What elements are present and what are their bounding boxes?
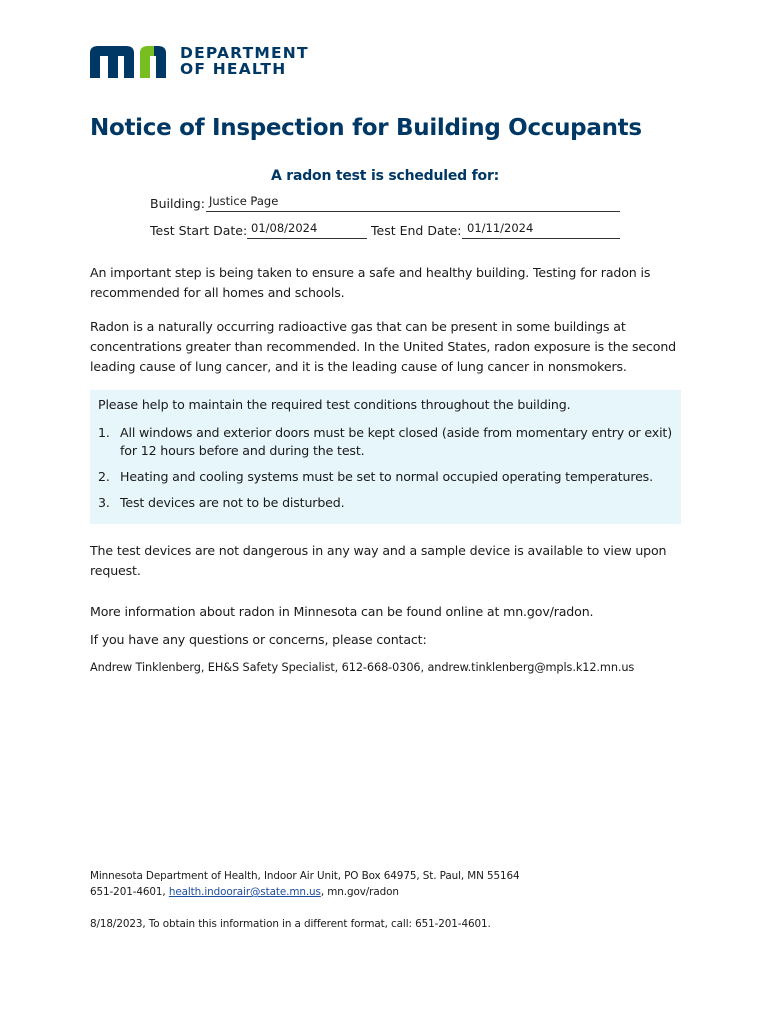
- footer-contact-line: [90, 884, 520, 900]
- more-info-paragraph: More information about radon in Minnesota can be found online at mn.gov/radon.: [90, 604, 594, 619]
- radon-paragraph: Radon is a naturally occurring radioactive gas that can be present in some buildings at concentrations greater than recommended. In the United States, radon exposure is the second leading cause of lung cancer, and it is the leading cause of lung cancer in nonsmokers.: [90, 319, 677, 374]
- footer-revision: 8/18/2023, To obtain this information in a different format, call: 651-201-4601.: [90, 918, 491, 930]
- list-item: [90, 494, 681, 512]
- logo-line-2: OF HEALTH: [180, 60, 287, 78]
- building-label: Building:: [150, 196, 205, 211]
- start-date-label: Test Start Date:: [150, 223, 248, 238]
- start-date-line: [247, 238, 367, 239]
- end-date-line: [462, 238, 620, 239]
- list-item: [90, 424, 681, 460]
- list-text: All windows and exterior doors must be kept closed (aside from momentary entry or exit) for 12 hours before and during the test.: [120, 425, 672, 458]
- contact-line: Andrew Tinklenberg, EH&S Safety Specialist, 612-668-0306, andrew.tinklenberg@mpls.k12.mn.us: [90, 661, 635, 674]
- footer-email-link[interactable]: health.indoorair@state.mn.us: [168, 886, 321, 898]
- callout-intro: Please help to maintain the required test conditions throughout the building.: [98, 397, 571, 412]
- questions-paragraph: If you have any questions or concerns, please contact:: [90, 632, 427, 647]
- page-title: Notice of Inspection for Building Occupants: [90, 115, 642, 141]
- test-conditions-callout: [90, 390, 681, 524]
- subtitle: A radon test is scheduled for:: [270, 168, 500, 184]
- footer-address: [90, 868, 520, 900]
- footer-address-line: Minnesota Department of Health, Indoor Air Unit, PO Box 64975, St. Paul, MN 55164: [90, 870, 520, 882]
- list-item: [90, 468, 681, 486]
- mdh-logo: [90, 45, 330, 79]
- end-date-label: Test End Date:: [371, 223, 462, 238]
- end-date-value[interactable]: 01/11/2024: [467, 221, 534, 235]
- logo-line-1: DEPARTMENT: [180, 44, 309, 62]
- intro-paragraph: An important step is being taken to ensure a safe and healthy building. Testing for radon is recommended for all homes and schools.: [90, 265, 651, 300]
- safety-paragraph: The test devices are not dangerous in any way and a sample device is available to view upon request.: [90, 543, 667, 578]
- mn-logo-icon: [90, 46, 174, 78]
- start-date-value[interactable]: 01/08/2024: [251, 221, 318, 235]
- footer-web: , mn.gov/radon: [320, 886, 399, 898]
- building-value[interactable]: Justice Page: [209, 194, 279, 208]
- list-number: 2.: [98, 469, 110, 484]
- conditions-list: [90, 424, 681, 520]
- footer-phone: 651-201-4601,: [90, 886, 169, 898]
- list-number: 3.: [98, 495, 110, 510]
- list-text: Test devices are not to be disturbed.: [120, 495, 345, 510]
- logo-wordmark: [180, 45, 309, 77]
- list-text: Heating and cooling systems must be set to normal occupied operating temperatures.: [120, 469, 653, 484]
- building-field-line: [206, 211, 620, 212]
- list-number: 1.: [98, 425, 110, 440]
